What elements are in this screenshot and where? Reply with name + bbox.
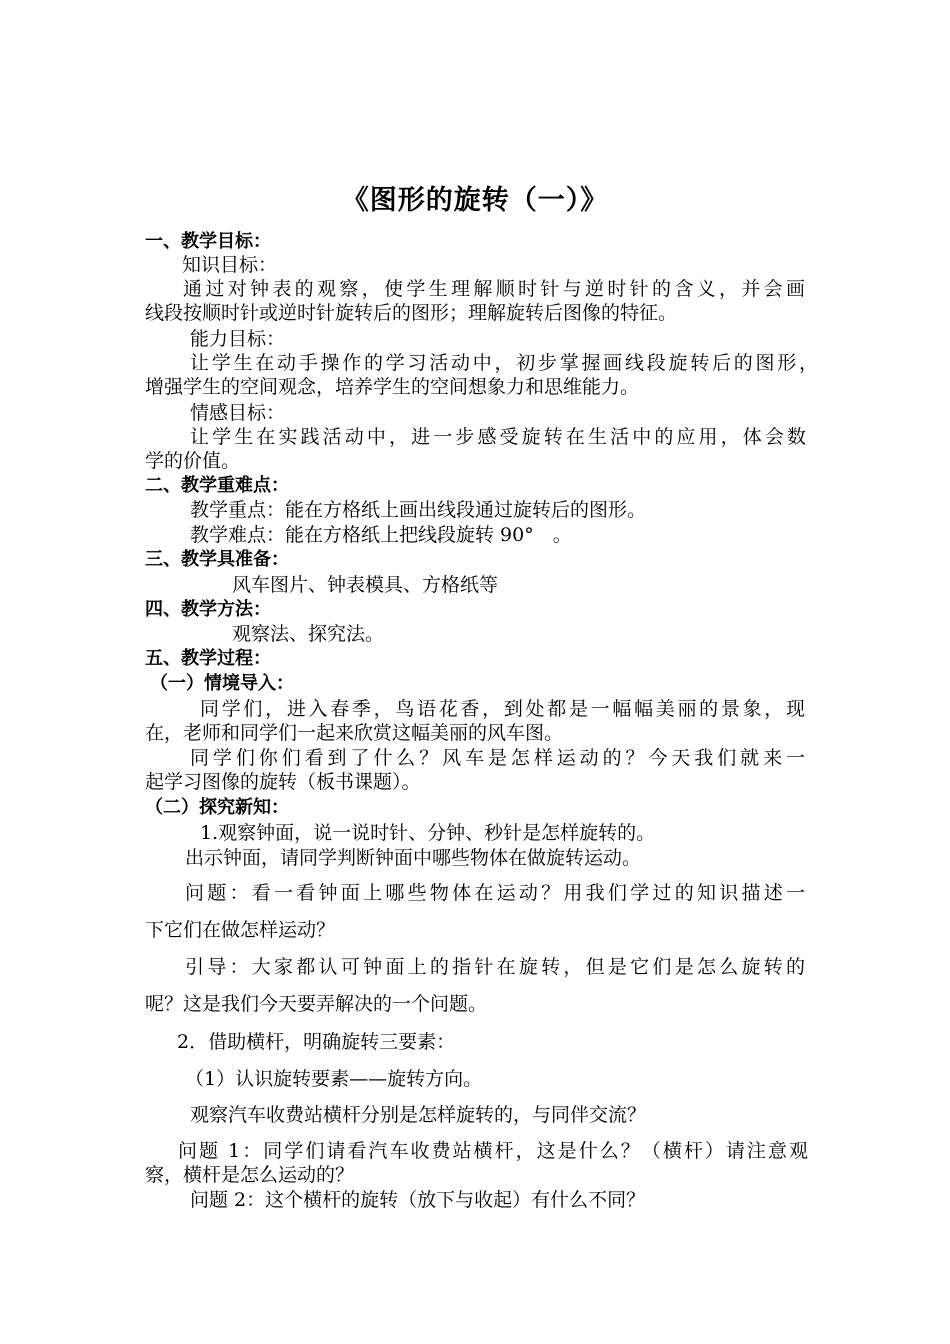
paragraph-line: 让学生在动手操作的学习活动中，初步掌握画线段旋转后的图形，	[190, 352, 818, 374]
paragraph-line: 让学生在实践活动中，进一步感受旋转在生活中的应用，体会数	[190, 426, 806, 448]
paragraph-line: 教学重点：能在方格纸上画出线段通过旋转后的图形。	[190, 499, 647, 521]
paragraph-line: 问题 2：这个横杆的旋转（放下与收起）有什么不同？	[190, 1189, 646, 1211]
paragraph-line: 同学们，进入春季，鸟语花香，到处都是一幅幅美丽的景象，现	[200, 698, 805, 720]
paragraph-line: 通过对钟表的观察，使学生理解顺时针与逆时针的含义，并会画	[183, 278, 805, 300]
subheading-ability-goal: 能力目标：	[190, 328, 286, 350]
subheading-knowledge-goal: 知识目标：	[182, 254, 278, 276]
paragraph-line: 教学难点：能在方格纸上把线段旋转 90° 。	[190, 524, 572, 546]
section-heading-goals: 一、教学目标：	[145, 231, 271, 252]
paragraph-line: 察，横杆是怎么运动的？	[145, 1164, 355, 1186]
paragraph-line: 同学们你们看到了什么？风车是怎样运动的？今天我们就来一	[190, 747, 805, 769]
paragraph-line: 引导：大家都认可钟面上的指针在旋转，但是它们是怎么旋转的	[185, 956, 805, 978]
subheading-emotion-goal: 情感目标：	[190, 402, 286, 424]
paragraph-line: 呢？这是我们今天要弄解决的一个问题。	[145, 993, 488, 1015]
paragraph-line: 观察汽车收费站横杆分别是怎样旋转的，与同伴交流？	[190, 1104, 647, 1126]
paragraph-line: 起学习图像的旋转（板书课题）。	[145, 771, 421, 793]
subsection-heading-explore: （二）探究新知：	[145, 797, 289, 818]
paragraph-line: 线段按顺时针或逆时针旋转后的图形；理解旋转后图像的特征。	[145, 302, 678, 324]
paragraph-line: 增强学生的空间观念，培养学生的空间想象力和思维能力。	[145, 376, 640, 398]
paragraph-line: 观察法、探究法。	[232, 623, 385, 645]
paragraph-line: 问题：看一看钟面上哪些物体在运动？用我们学过的知识描述一	[185, 882, 805, 904]
paragraph-line: 在，老师和同学们一起来欣赏这幅美丽的风车图。	[145, 722, 564, 744]
paragraph-line: （1）认识旋转要素——旋转方向。	[185, 1068, 483, 1090]
subsection-heading-intro: （一）情境导入：	[150, 673, 294, 694]
page-title: 《图形的旋转（一）》	[341, 185, 609, 216]
paragraph-line: 学的价值。	[145, 450, 241, 472]
section-heading-methods: 四、教学方法：	[145, 599, 271, 620]
paragraph-line: 下它们在做怎样运动？	[145, 919, 336, 941]
paragraph-line: 2．借助横杆，明确旋转三要素：	[177, 1031, 456, 1053]
paragraph-line: 出示钟面，请同学判断钟面中哪些物体在做旋转运动。	[185, 847, 642, 869]
paragraph-line: 风车图片、钟表模具、方格纸等	[232, 574, 499, 596]
section-heading-key-points: 二、教学重难点：	[145, 475, 289, 496]
section-heading-process: 五、教学过程：	[145, 648, 271, 669]
section-heading-materials: 三、教学具准备：	[145, 549, 289, 570]
paragraph-line: 问题 1：同学们请看汽车收费站横杆，这是什么？（横杆）请注意观	[178, 1140, 808, 1162]
paragraph-line: 1.观察钟面，说一说时针、分钟、秒针是怎样旋转的。	[200, 822, 656, 844]
